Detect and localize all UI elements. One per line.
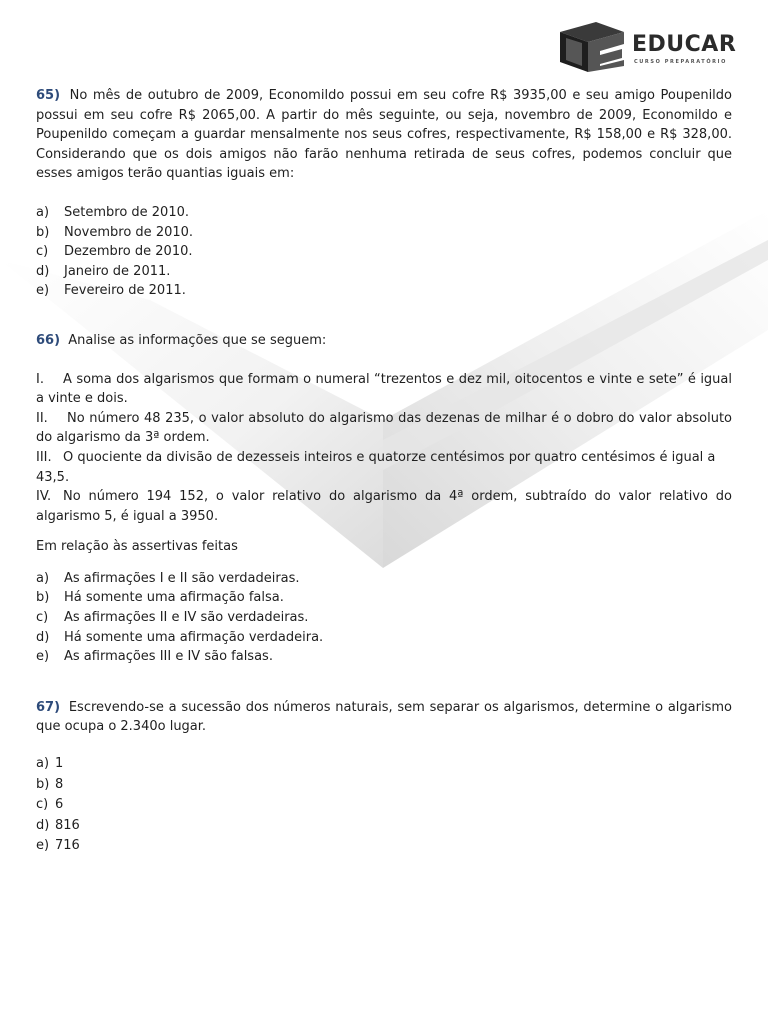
option-label: e) (36, 649, 50, 665)
statement-label: I. (36, 371, 44, 387)
statement-item (36, 370, 732, 409)
option-text: 8 (55, 776, 64, 792)
option-text: As afirmações I e II são verdadeiras. (64, 570, 300, 586)
statement-text: No número 194 152, o valor relativo do algarismo da 4ª ordem, subtraído do valor relativo do algarismo 5, é igual a 3950. (36, 489, 732, 524)
option-label: d) (36, 817, 50, 833)
option-text: Setembro de 2010. (64, 204, 190, 220)
option-text: Novembro de 2010. (64, 224, 194, 240)
option-label: c) (36, 610, 49, 626)
question-number: 67) (36, 699, 61, 715)
option-item[interactable] (36, 262, 732, 282)
statement-item (36, 487, 732, 526)
option-item[interactable] (36, 816, 732, 837)
logo-tagline: CURSO PREPARATÓRIO (634, 59, 727, 65)
statement-item (36, 448, 732, 487)
question-text: Analise as informações que se seguem: (68, 332, 327, 348)
question-text: No mês de outubro de 2009, Economildo possui em seu cofre R$ 3935,00 e seu amigo Poupenildo possui em seu cofre R$ 2065,00. A partir do mês seguinte, ou seja, novembro de 2009, Economildo e Poupenildo começam a guardar mensalmente nos seus cofres, respectivamente, R$ 158,00 e R$ 328,00. Considerando que os dois amigos não farão nenhuma retirada de seus cofres, podemos concluir que esses amigos terão quantias iguais em: (36, 88, 732, 182)
option-text: 816 (55, 817, 80, 833)
option-label: e) (36, 838, 50, 854)
option-item[interactable] (36, 775, 732, 796)
question-sheet (36, 86, 732, 857)
option-label: e) (36, 283, 50, 299)
option-text: Fevereiro de 2011. (64, 283, 186, 299)
statement-text: No número 48 235, o valor absoluto do algarismo das dezenas de milhar é o dobro do valor absoluto do algarismo da 3ª ordem. (36, 410, 732, 446)
option-label: b) (36, 776, 50, 792)
option-item[interactable] (36, 836, 732, 857)
option-item[interactable] (36, 754, 732, 775)
option-label: b) (36, 590, 50, 606)
option-item[interactable] (36, 242, 732, 262)
statement-text: A soma dos algarismos que formam o numeral “trezentos e dez mil, oitocentos e vinte e sete” é igual a vinte e dois. (36, 371, 732, 407)
option-text: Há somente uma afirmação falsa. (64, 590, 284, 606)
question-number: 65) (36, 88, 61, 103)
option-text: Dezembro de 2010. (64, 244, 193, 260)
educar-logo (556, 22, 736, 74)
option-item[interactable] (36, 223, 732, 243)
statement-label: III. (36, 449, 52, 465)
option-label: b) (36, 224, 50, 240)
question-67-stem (36, 698, 732, 737)
option-text: Janeiro de 2011. (64, 263, 171, 279)
question-number: 66) (36, 332, 61, 348)
statement-item (36, 409, 732, 448)
option-text: 716 (55, 838, 80, 854)
option-text: As afirmações II e IV são verdadeiras. (64, 610, 309, 626)
question-67-options (36, 754, 732, 857)
logo-wordmark: EDUCAR (632, 32, 737, 57)
option-label: c) (36, 244, 49, 260)
option-label: a) (36, 756, 50, 772)
option-item[interactable] (36, 569, 732, 589)
educar-logo-mark-icon (556, 22, 628, 74)
question-66-statements (36, 370, 732, 527)
option-label: d) (36, 263, 50, 279)
question-65-stem (36, 86, 732, 184)
option-item[interactable] (36, 588, 732, 608)
option-label: a) (36, 204, 50, 220)
option-label: a) (36, 570, 50, 586)
option-text: Há somente uma afirmação verdadeira. (64, 629, 324, 645)
question-text: Escrevendo-se a sucessão dos números naturais, sem separar os algarismos, determine o algarismo que ocupa o 2.340o lugar. (36, 699, 732, 735)
question-66-options (36, 569, 732, 667)
option-item[interactable] (36, 795, 732, 816)
assertions-lead: Em relação às assertivas feitas (36, 539, 238, 555)
statement-label: IV. (36, 489, 52, 505)
option-item[interactable] (36, 608, 732, 628)
statement-text: O quociente da divisão de dezesseis inteiros e quatorze centésimos por quatro centésimos é igual a 43,5. (36, 449, 716, 485)
option-item[interactable] (36, 628, 732, 648)
option-item[interactable] (36, 281, 732, 301)
option-label: d) (36, 629, 50, 645)
option-text: As afirmações III e IV são falsas. (64, 649, 273, 665)
option-text: 6 (55, 797, 64, 813)
question-66-stem (36, 331, 732, 351)
question-65-options (36, 203, 732, 301)
statement-label: II. (36, 410, 48, 426)
option-item[interactable] (36, 203, 732, 223)
option-item[interactable] (36, 647, 732, 667)
option-text: 1 (55, 756, 64, 772)
option-label: c) (36, 797, 49, 813)
